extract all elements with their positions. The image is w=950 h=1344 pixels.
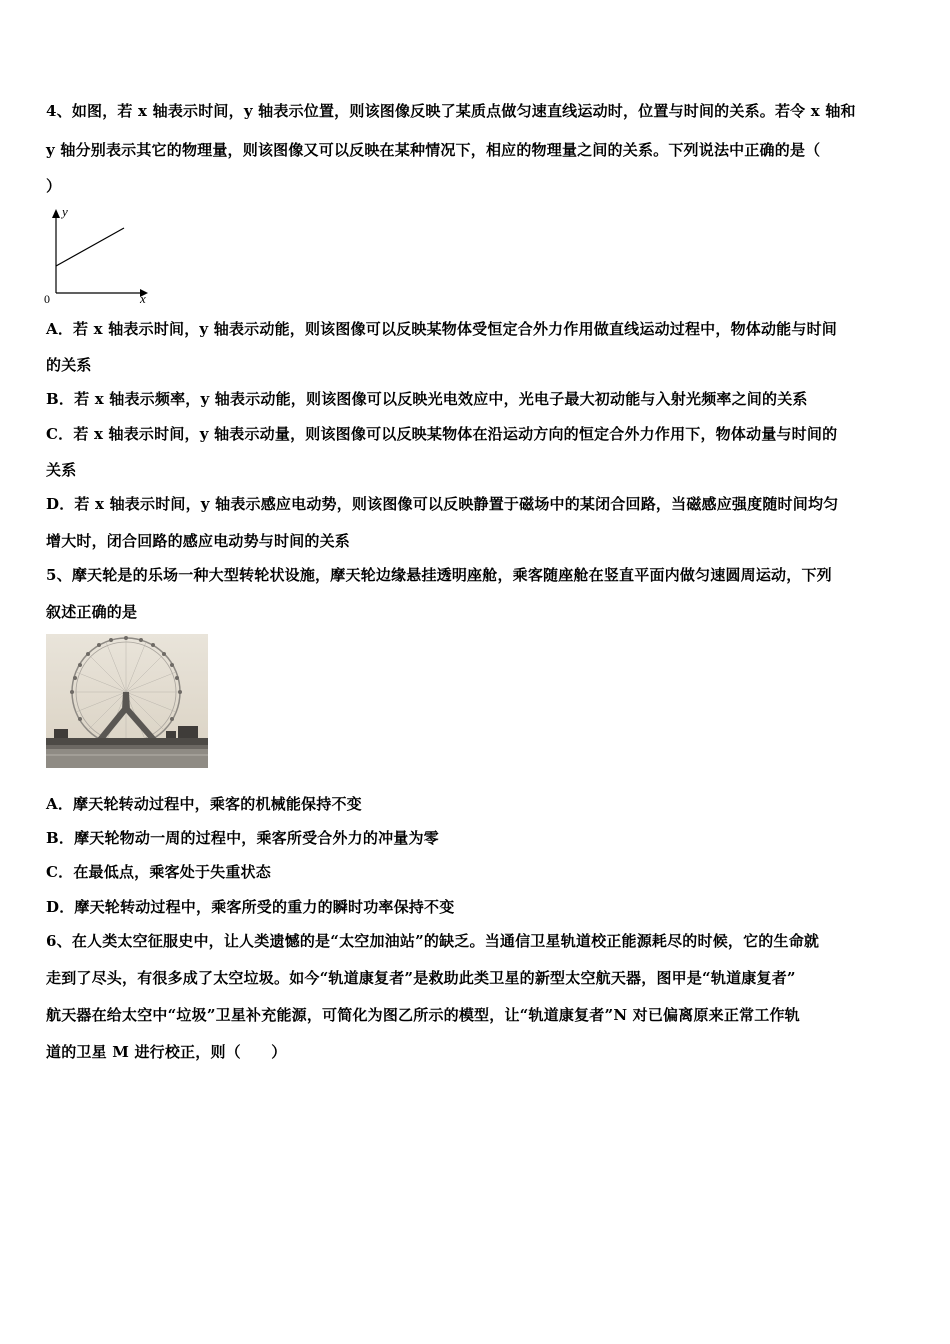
x-axis-label: x [140,291,146,306]
q4-line-graph [40,200,160,310]
q4-option-a-line-2: 的关系 [46,356,92,374]
q5-stem-line-1: 5、摩天轮是的乐场一种大型转轮状设施，摩天轮边缘悬挂透明座舱，乘客随座舱在竖直平面内做匀速圆周运动，下列 [46,566,832,584]
q4-stem-line-3: ） [46,177,62,195]
q5-option-c: C．在最低点，乘客处于失重状态 [46,863,271,881]
y-axis-label: y [62,204,68,219]
q6-stem-line-1: 6、在人类太空征服史中，让人类遗憾的是“太空加油站”的缺乏。当通信卫星轨道校正能源耗尽的时候，它的生命就 [46,932,820,950]
q4-option-b: B．若 x 轴表示频率，y 轴表示动能，则该图像可以反映光电效应中，光电子最大初动能与入射光频率之间的关系 [46,390,808,408]
q4-stem-line-1: 4、如图，若 x 轴表示时间，y 轴表示位置，则该图像反映了某质点做匀速直线运动时，位置与时间的关系。若令 x 轴和 [46,102,856,120]
data-line [56,228,124,266]
q5-option-d: D．摩天轮转动过程中，乘客所受的重力的瞬时功率保持不变 [46,898,455,916]
q4-option-a-line-1: A．若 x 轴表示时间，y 轴表示动能，则该图像可以反映某物体受恒定合外力作用做直线运动过程中，物体动能与时间 [46,320,837,338]
q6-stem-line-2: 走到了尽头，有很多成了太空垃圾。如今“轨道康复者”是救助此类卫星的新型太空航天器，图甲是“轨道康复者” [46,969,796,987]
q6-stem-line-4: 道的卫星 M 进行校正，则（ ） [46,1043,287,1061]
y-axis-arrow [52,209,60,218]
q4-option-c-line-2: 关系 [46,461,77,479]
q5-stem-line-2: 叙述正确的是 [46,603,138,621]
q5-option-a: A．摩天轮转动过程中，乘客的机械能保持不变 [46,795,362,813]
q4-option-c-line-1: C．若 x 轴表示时间，y 轴表示动量，则该图像可以反映某物体在沿运动方向的恒定合外力作用下，物体动量与时间的 [46,425,838,443]
q5-option-b: B．摩天轮物动一周的过程中，乘客所受合外力的冲量为零 [46,829,439,847]
q4-option-d-line-2: 增大时，闭合回路的感应电动势与时间的关系 [46,532,351,550]
ferris-wheel-photo [46,634,208,768]
q4-option-d-line-1: D．若 x 轴表示时间，y 轴表示感应电动势，则该图像可以反映静置于磁场中的某闭合回路，当磁感应强度随时间均匀 [46,495,839,513]
q4-stem-line-2: y 轴分别表示其它的物理量，则该图像又可以反映在某种情况下，相应的物理量之间的关系。下列说法中正确的是（ [46,141,821,159]
q6-stem-line-3: 航天器在给太空中“垃圾”卫星补充能源，可简化为图乙所示的模型，让“轨道康复者”N 对已偏离原来正常工作轨 [46,1006,800,1024]
origin-label: 0 [44,292,50,306]
